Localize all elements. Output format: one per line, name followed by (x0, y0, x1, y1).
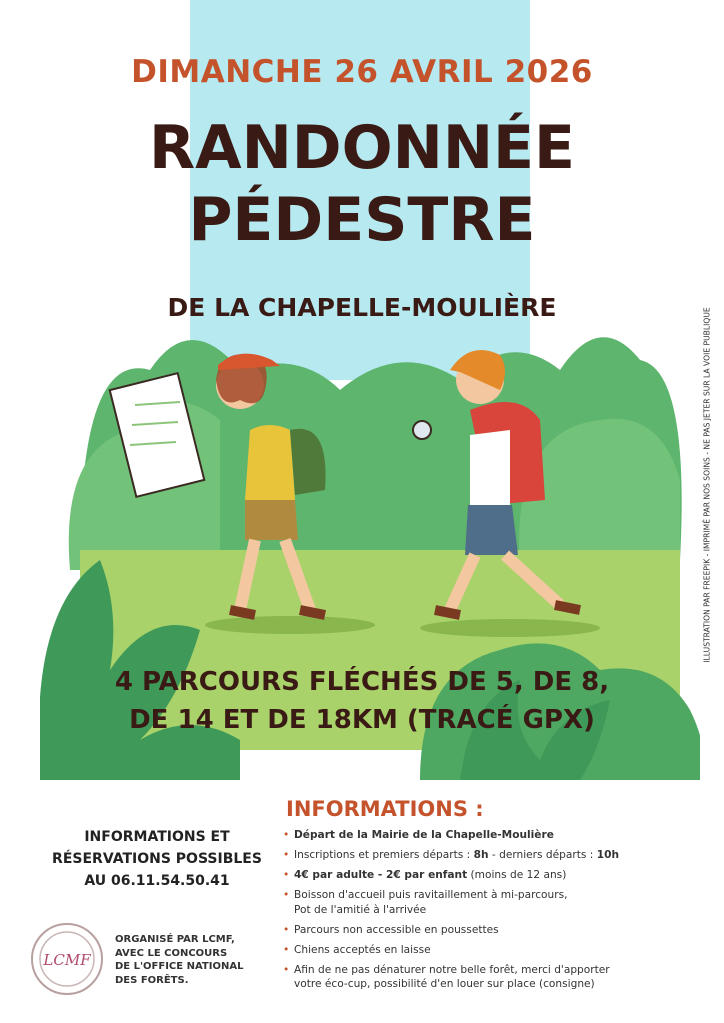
informations-list (283, 828, 703, 997)
side-credit-note (697, 280, 717, 690)
routes-line-1: 4 PARCOURS FLÉCHÉS DE 5, DE 8, (114, 667, 610, 697)
info-item-ecocup: • Afin de ne pas dénaturer notre belle forêt, merci d'apporter votre éco-cup, possibilité d'en louer sur place (consigne) (283, 963, 703, 992)
organizer-block (115, 933, 265, 987)
title-line-1: RANDONNÉE (148, 113, 576, 183)
poster-title (0, 112, 724, 256)
organizer-line-3: DE L'OFFICE NATIONAL (115, 961, 244, 972)
info-item-strollers: • Parcours non accessible en poussettes (283, 923, 703, 938)
organizer-line-1: ORGANISÉ PAR LCMF, (115, 934, 235, 945)
hiker-shadow-1 (205, 616, 375, 634)
info-item-departure: • Départ de la Mairie de la Chapelle-Moulière (283, 828, 703, 843)
lcmf-logo (30, 922, 104, 996)
info-item-dogs: • Chiens acceptés en laisse (283, 943, 703, 958)
contact-line-1: INFORMATIONS ET (84, 829, 230, 845)
organizer-line-2: AVEC LE CONCOURS (115, 947, 228, 959)
info-item-schedule: • Inscriptions et premiers départs : 8h - derniers départs : 10h (283, 848, 703, 863)
lcmf-logo-text: LCMF (43, 951, 91, 969)
contact-block (22, 826, 292, 892)
organizer-line-4: DES FORÊTS. (115, 974, 189, 986)
routes-description (0, 663, 724, 739)
informations-title: INFORMATIONS : (286, 797, 484, 821)
hiker-shadow-2 (420, 619, 600, 637)
side-credit-text: ILLUSTRATION PAR FREEPIK - IMPRIMÉ PAR NOS SOINS - NE PAS JETER SUR LA VOIE PUBLIQUE (702, 307, 712, 663)
contact-phone: AU 06.11.54.50.41 (84, 873, 230, 889)
info-item-refreshments: • Boisson d'accueil puis ravitaillement à mi-parcours, Pot de l'amitié à l'arrivée (283, 888, 703, 917)
info-item-price: • 4€ par adulte - 2€ par enfant (moins de 12 ans) (283, 868, 703, 883)
event-date: DIMANCHE 26 AVRIL 2026 (131, 54, 593, 90)
contact-line-2: RÉSERVATIONS POSSIBLES (52, 851, 262, 867)
title-line-2: PÉDESTRE (188, 185, 536, 255)
poster-subtitle: DE LA CHAPELLE-MOULIÈRE (167, 293, 557, 322)
routes-line-2: DE 14 ET DE 18KM (TRACÉ GPX) (129, 705, 595, 735)
